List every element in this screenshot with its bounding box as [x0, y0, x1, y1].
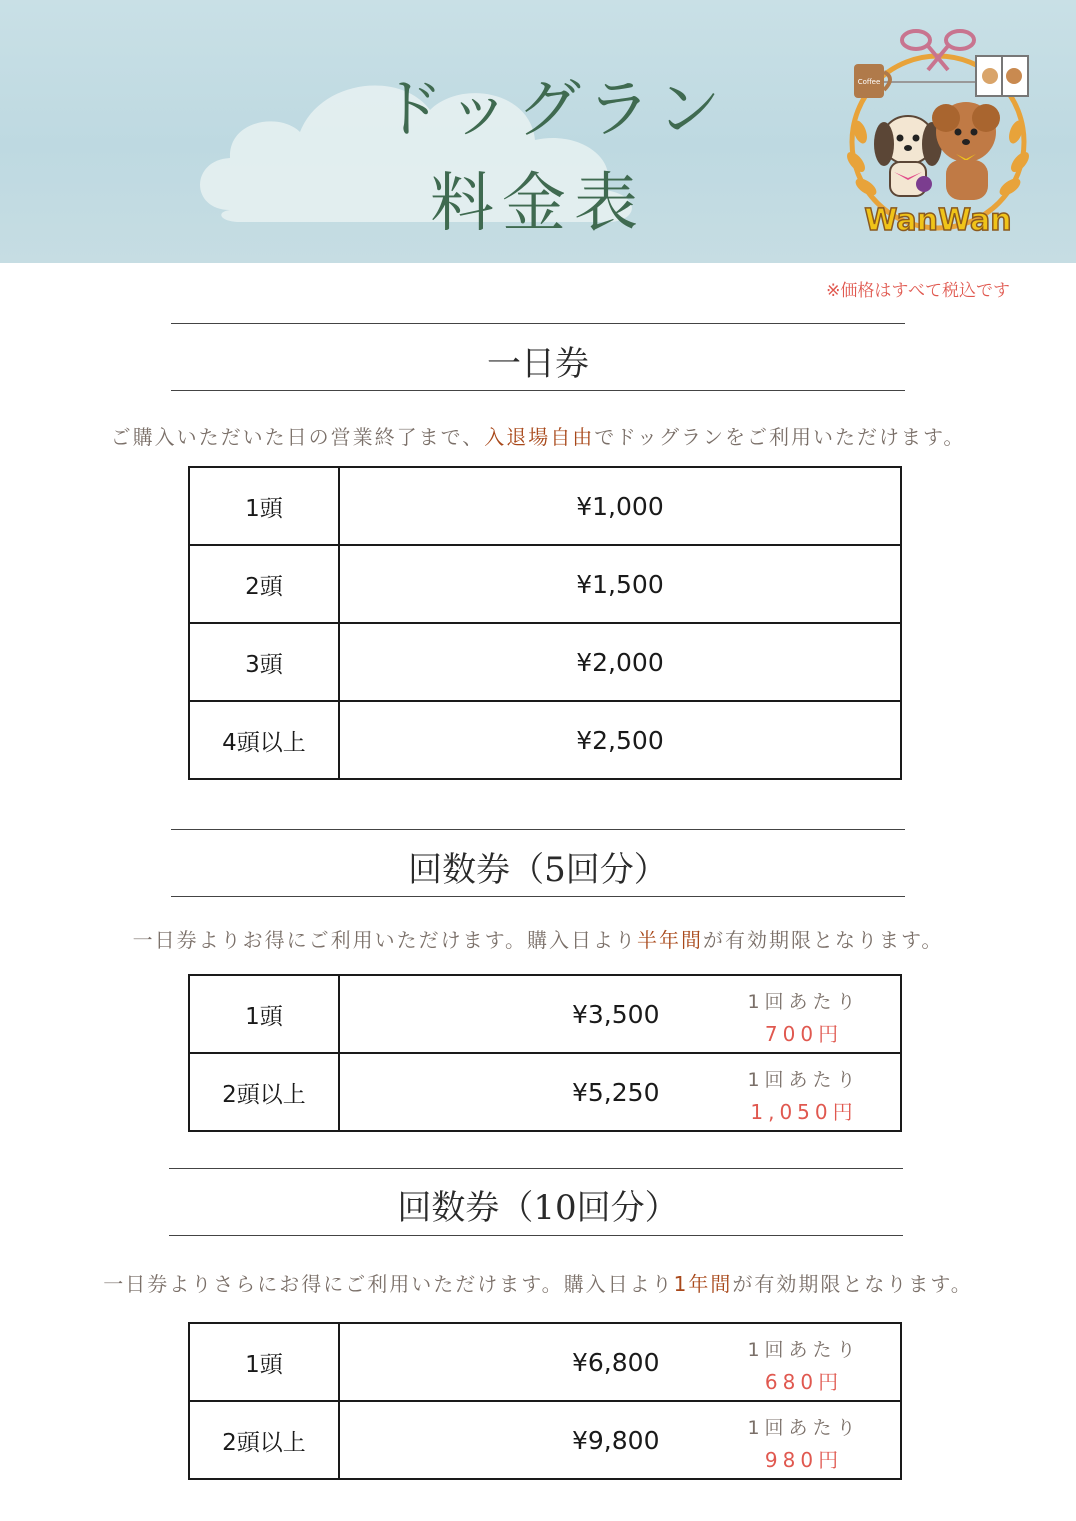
table-row: [189, 975, 901, 1053]
table-row: [189, 1401, 901, 1479]
per-visit-value: 700円: [764, 1022, 844, 1046]
price-cell: [339, 1323, 901, 1401]
section-divider: [171, 896, 905, 897]
price: ¥1,000: [339, 467, 901, 545]
section-title-day-pass: 一日券: [487, 344, 589, 384]
dog-count: 4頭以上: [189, 701, 339, 779]
desc-highlight: 1年間: [673, 1272, 733, 1296]
desc-text: でドッグランをご利用いただけます。: [594, 425, 966, 449]
dog-count: 2頭以上: [189, 1053, 339, 1131]
per-visit-label: 1回あたり: [747, 1069, 861, 1091]
per-visit-label: 1回あたり: [747, 1417, 861, 1439]
dog-count: 1頭: [189, 975, 339, 1053]
dog-count: 1頭: [189, 1323, 339, 1401]
section-divider: [171, 323, 905, 324]
price: ¥1,500: [339, 545, 901, 623]
section-description-10-ticket: [0, 1268, 1076, 1297]
price: ¥5,250: [572, 1078, 660, 1107]
price-cell: [339, 975, 901, 1053]
header-banner: [0, 0, 1076, 263]
section-divider: [171, 390, 905, 391]
price: ¥6,800: [572, 1348, 660, 1377]
section-description-day-pass: [0, 421, 1076, 450]
per-visit-label: 1回あたり: [747, 991, 861, 1013]
logo-mug-label: Coffee: [857, 78, 881, 86]
desc-text: が有効期限となります。: [703, 928, 944, 952]
per-visit-value: 980円: [764, 1448, 844, 1472]
table-row: [189, 623, 901, 701]
per-visit-value: 680円: [764, 1370, 844, 1394]
price-cell: [339, 1401, 901, 1479]
desc-highlight: 半年間: [637, 928, 703, 952]
desc-text: が有効期限となります。: [732, 1272, 973, 1296]
dog-count: 3頭: [189, 623, 339, 701]
tax-note: ※価格はすべて税込です: [826, 281, 1010, 301]
per-visit: [734, 1064, 874, 1128]
table-row: [189, 701, 901, 779]
section-divider: [169, 1235, 903, 1236]
per-visit-label: 1回あたり: [747, 1339, 861, 1361]
wanwan-logo: [838, 22, 1038, 247]
dog-count: 1頭: [189, 467, 339, 545]
desc-text: 一日券よりさらにお得にご利用いただけます。購入日より: [103, 1272, 674, 1296]
section-divider: [169, 1168, 903, 1169]
price: ¥9,800: [572, 1426, 660, 1455]
per-visit: [734, 1412, 874, 1476]
section-title-5-ticket: 回数券（5回分）: [408, 850, 668, 890]
price: ¥3,500: [572, 1000, 660, 1029]
section-title-10-ticket: 回数券（10回分）: [397, 1188, 679, 1228]
table-row: [189, 545, 901, 623]
page-title-line2: 料金表: [430, 167, 646, 241]
section-description-5-ticket: [0, 924, 1076, 953]
10-ticket-price-table: [188, 1322, 902, 1480]
desc-text: ご購入いただいた日の営業終了まで、: [110, 425, 485, 449]
price-cell: [339, 1053, 901, 1131]
day-pass-price-table: [188, 466, 902, 780]
per-visit: [734, 986, 874, 1050]
price: ¥2,500: [339, 701, 901, 779]
per-visit: [734, 1334, 874, 1398]
table-row: [189, 1053, 901, 1131]
table-row: [189, 1323, 901, 1401]
price: ¥2,000: [339, 623, 901, 701]
dog-count: 2頭以上: [189, 1401, 339, 1479]
per-visit-value: 1,050円: [750, 1100, 858, 1124]
page-title-line1: ドッグラン: [379, 73, 727, 147]
desc-highlight: 入退場自由: [484, 425, 595, 449]
desc-text: 一日券よりお得にご利用いただけます。購入日より: [132, 928, 637, 952]
section-divider: [171, 829, 905, 830]
dog-count: 2頭: [189, 545, 339, 623]
table-row: [189, 467, 901, 545]
5-ticket-price-table: [188, 974, 902, 1132]
logo-text: WanWan: [864, 203, 1012, 238]
